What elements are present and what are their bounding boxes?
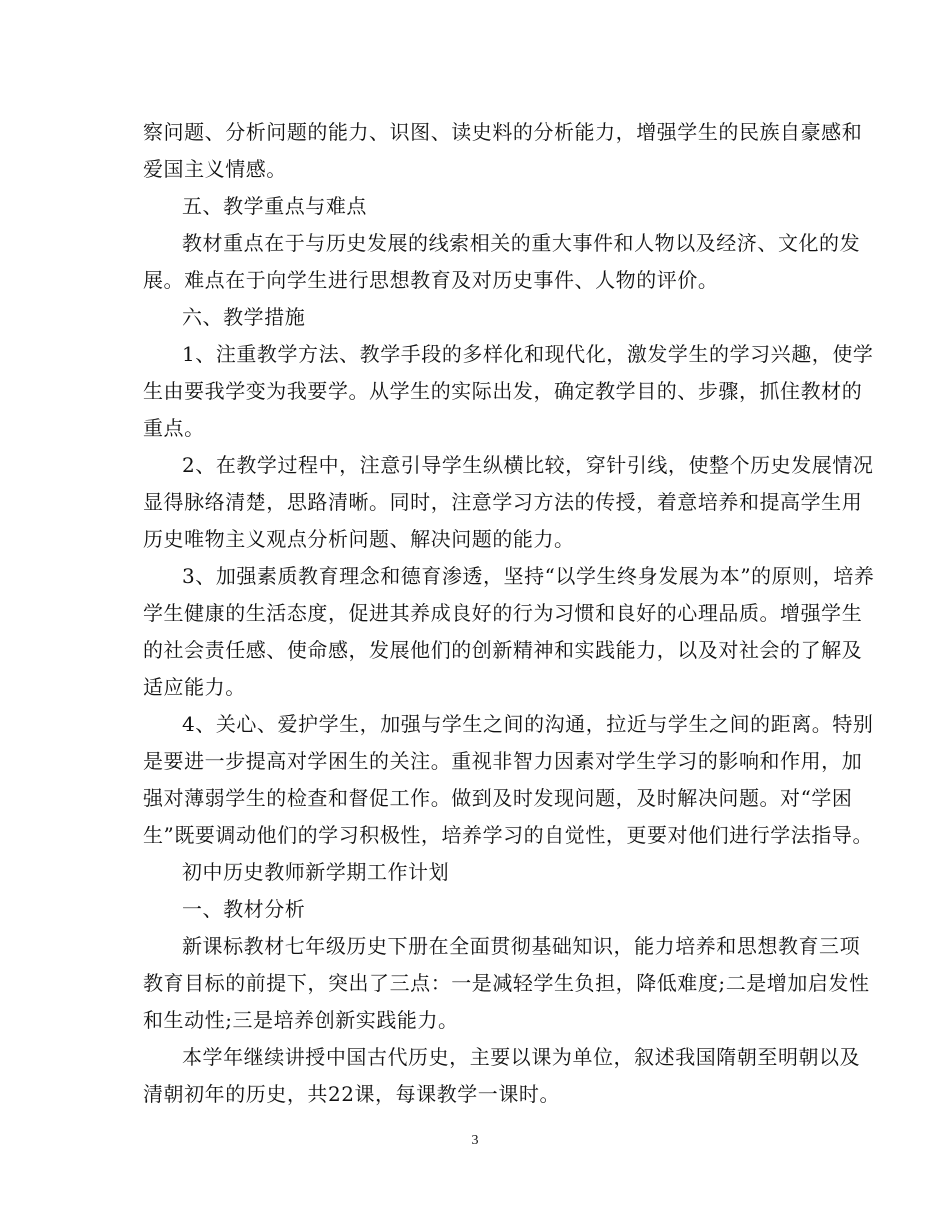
text-line: 爱国主义情感。 bbox=[143, 157, 287, 181]
text-line: 重点。 bbox=[143, 416, 205, 440]
document-body bbox=[143, 114, 875, 1113]
text-line: 展。难点在于向学生进行思想教育及对历史事件、人物的评价。 bbox=[143, 268, 719, 292]
section-heading: 一、教材分析 bbox=[182, 897, 306, 921]
text-line: 生”既要调动他们的学习积极性，培养学习的自觉性，更要对他们进行学法指导。 bbox=[143, 823, 874, 847]
text-line: 生由要我学变为我要学。从学生的实际出发，确定教学目的、步骤，抓住教材的 bbox=[143, 379, 863, 403]
text-line: 察问题、分析问题的能力、识图、读史料的分析能力，增强学生的民族自豪感和 bbox=[143, 120, 863, 144]
text-line: 2、在教学过程中，注意引导学生纵横比较，穿针引线，使整个历史发展情况 bbox=[182, 453, 874, 477]
text-line: 适应能力。 bbox=[143, 675, 246, 699]
text-line: 是要进一步提高对学困生的关注。重视非智力因素对学生学习的影响和作用，加 bbox=[143, 749, 863, 773]
text-line: 教材重点在于与历史发展的线索相关的重大事件和人物以及经济、文化的发 bbox=[182, 231, 861, 255]
text-line: 和生动性;三是培养创新实践能力。 bbox=[143, 1008, 459, 1032]
text-line: 学生健康的生活态度，促进其养成良好的行为习惯和良好的心理品质。增强学生 bbox=[143, 601, 863, 625]
text-line: 4、关心、爱护学生，加强与学生之间的沟通，拉近与学生之间的距离。特别 bbox=[182, 712, 874, 736]
text-line: 3、加强素质教育理念和德育渗透，坚持“以学生终身发展为本”的原则，培养 bbox=[182, 564, 875, 588]
text-line: 强对薄弱学生的检查和督促工作。做到及时发现问题，及时解决问题。对“学困 bbox=[143, 786, 853, 810]
section-heading: 六、教学措施 bbox=[182, 305, 306, 329]
text-line: 历史唯物主义观点分析问题、解决问题的能力。 bbox=[143, 527, 575, 551]
text-line: 1、注重教学方法、教学手段的多样化和现代化，激发学生的学习兴趣，使学 bbox=[182, 342, 874, 366]
text-line: 本学年继续讲授中国古代历史，主要以课为单位，叙述我国隋朝至明朝以及 bbox=[182, 1045, 861, 1069]
text-line: 教育目标的前提下，突出了三点：一是减轻学生负担，降低难度;二是增加启发性 bbox=[143, 971, 870, 995]
text-line: 的社会责任感、使命感，发展他们的创新精神和实践能力，以及对社会的了解及 bbox=[143, 638, 863, 662]
text-line: 显得脉络清楚，思路清晰。同时，注意学习方法的传授，着意培养和提高学生用 bbox=[143, 490, 863, 514]
text-line: 清朝初年的历史，共22课，每课教学一课时。 bbox=[143, 1082, 560, 1106]
page-number: 3 bbox=[471, 1133, 479, 1148]
section-heading: 初中历史教师新学期工作计划 bbox=[182, 860, 450, 884]
text-line: 新课标教材七年级历史下册在全面贯彻基础知识，能力培养和思想教育三项 bbox=[182, 934, 861, 958]
section-heading: 五、教学重点与难点 bbox=[182, 194, 367, 218]
